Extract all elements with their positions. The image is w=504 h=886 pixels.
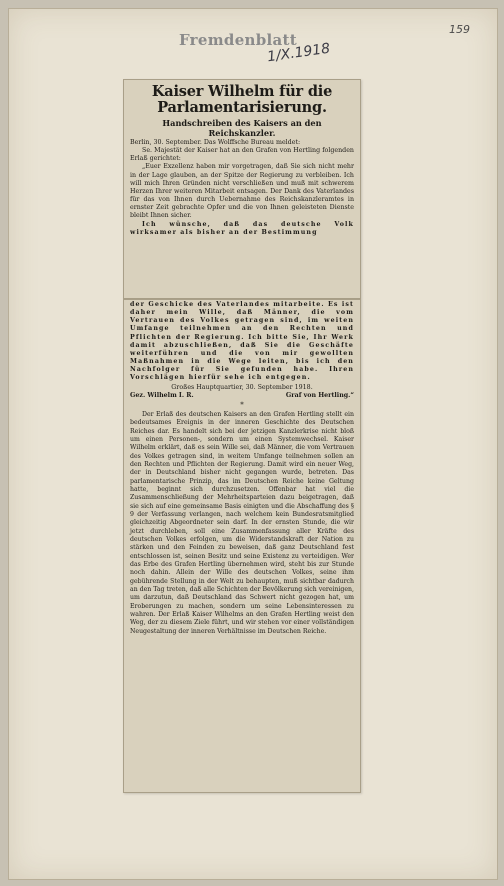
handwritten-date: 1/X.1918 [266, 40, 332, 66]
signature-chancellor: Graf von Hertling.“ [285, 391, 354, 399]
article-body-top [130, 139, 354, 237]
newspaper-stamp: Fremdenblatt [179, 31, 298, 49]
place-date: Großes Hauptquartier, 30. September 1918. [171, 383, 313, 391]
folio-number: 159 [449, 23, 470, 36]
clipping-bottom [123, 299, 361, 793]
signature-kaiser: Gez. Wilhelm I. R. [130, 391, 194, 399]
article-headline: Kaiser Wilhelm für die Parlamentarisierung. [151, 83, 333, 116]
dateline: Berlin, 30. September. Das Wolffsche Bureau meldet: [130, 139, 301, 146]
signature-block [130, 384, 354, 400]
commentary-body [130, 411, 354, 636]
commentary-paragraph: Der Erlaß des deutschen Kaisers an den Grafen Hertling stellt ein bedeutsames Ereignis in der inneren Geschichte des Deutschen Reiches dar. Es handelt sich bei der jetzigen Kanzlerkrise nicht bloß um einen Personen-, sondern um einen Systemwechsel. Kaiser Wilhelm erklärt, daß es sein Wille sei, daß Männer, die vom Vertrauen des Volkes getragen sind, in weitem Umfange teilnehmen sollen an den Rechten und Pflichten der Regierung. Damit wird ein neuer Weg, der in Deutschland bisher nicht gegangen wurde, betreten. Das parlamentarische Prinzip, das im Deutschen Reiche keine Geltung hatte, beginnt sich durchzusetzen. Offenbar hat viel die Zusammenschließung der Mehrheitsparteien dazu beigetragen, daß sie sich auf eine gemeinsame Basis einigten und die Abschaffung des § 9 der Verfassung verlangen, nach welchem kein Bundesratsmitglied gleichzeitig Abgeordneter sein darf. In der ernsten Stunde, die wir jetzt durchleben, soll eine Zusammenfassung aller Kräfte des deutschen Volkes erfolgen, um die Widerstandskraft der Nation zu stärken und den Feinden zu beweisen, daß ganz Deutschland fest entschlossen ist, seinen Besitz und seine Existenz zu verteidigen. Wer das Erbe des Grafen Hertling übernehmen wird, steht bis zur Stunde noch dahin. Allein der Wille des deutschen Volkes, seine ihm gebührende Stellung in der Welt zu behaupten, muß sichtbar dadurch an den Tag treten, daß alle Schichten der Bevölkerung sich vereinigen, um darzutun, daß Deutschland das Schwert nicht gezogen hat, um Eroberungen zu machen, sondern um seine Lebensinteressen zu wahren. Der Erlaß Kaiser Wilhelms an den Grafen Hertling weist den Weg, der zu diesem Ziele führt, und wir stehen vor einer vollständigen Neugestaltung der inneren Verhältnisse im Deutschen Reiche. [130, 410, 354, 635]
section-separator: * [240, 400, 244, 409]
letter-paragraph-2-start: Ich wünsche, daß das deutsche Volk wirksamer als bisher an der Bestimmung [130, 220, 354, 236]
letter-paragraph-1: „Euer Exzellenz haben mir vorgetragen, daß Sie sich nicht mehr in der Lage glauben, an der Spitze der Regierung zu verbleiben. Ich will mich Ihren Gründen nicht verschließen und muß mit schwerem Herzen Ihrer weiteren Mitarbeit entsagen. Der Dank des Vaterlandes für das von Ihnen durch Uebernahme des Reichskanzleramtes in ernster Zeit gebrachte Opfer und die von Ihnen geleisteten Dienste bleibt Ihnen sicher. [130, 163, 354, 220]
signatures [130, 392, 354, 400]
clipping-top [123, 79, 361, 299]
letter-paragraph-2-end: der Geschicke des Vaterlandes mitarbeite. Es ist daher mein Wille, daß Männer, die vom Vertrauen des Volkes getragen sind, im weiten Umfange teilnehmen an den Rechten und Pflichten der Regierung. Ich bitte Sie, Ihr Werk damit abzuschließen, daß Sie die Geschäfte weiterführen und die von mir gewollten Maßnahmen in die Wege leiten, bis ich den Nachfolger für Sie gefunden habe. Ihren Vorschlägen hierfür sehe ich entgegen. [130, 301, 354, 382]
article-body-continued [130, 301, 354, 383]
archive-sheet [8, 8, 498, 880]
intro-paragraph: Se. Majestät der Kaiser hat an den Grafen von Hertling folgenden Erlaß gerichtet: [130, 147, 354, 163]
article-subheadline: Handschreiben des Kaisers an den Reichskanzler. [162, 118, 322, 138]
